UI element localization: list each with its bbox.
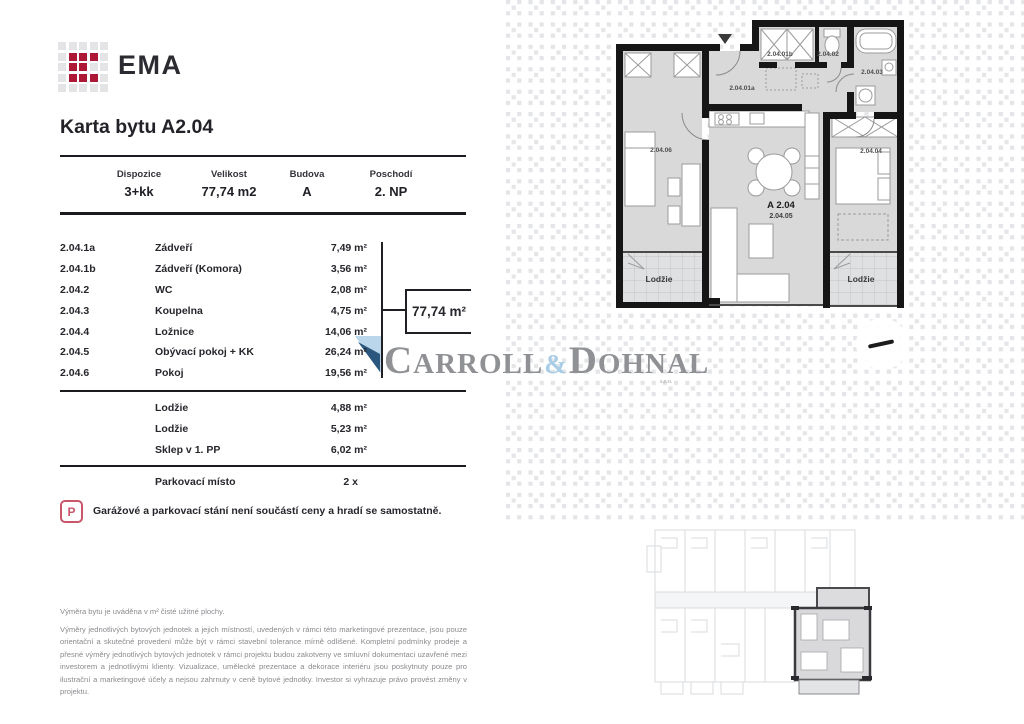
table-row: Sklep v 1. PP 6,02 m² <box>155 443 367 456</box>
disclaimer-paragraph: Výměry jednotlivých bytových jednotek a jejich místností, uvedených v rámci této marketingové prezentace, jsou pouze orientační a skutečné provedení může být v rámci stavební tolerance mírně odlišené. Kompletní podmínky prodeje a přesné výměry jednotlivých bytových jednotek v rámci projektu budou zakotveny ve smluvní dokumentaci uzavřené mezi investorem a jednotlivými klienty. Vizualizace, umělecké prezentace a dekorace interiéru jsou poskytnuty pouze pro ilustrační a marketingové účely a nejsou zahrnuty v ceně bytové jednotky. Investor si vyhrazuje právo provést změny v projektu. <box>60 625 467 697</box>
entrance-arrow-icon <box>718 34 732 44</box>
compass-icon <box>856 318 908 370</box>
divider <box>60 212 466 215</box>
room-label-01a: 2.04.01a <box>729 85 755 92</box>
compass-needle <box>868 339 894 348</box>
unit-label: A 2.04 <box>767 200 795 211</box>
room-label-02: 2.04.02 <box>817 51 839 58</box>
loggia-label-right: Lodžie <box>847 274 875 284</box>
summary-value-budova: A <box>302 184 312 199</box>
table-row: 2.04.1b Zádveří (Komora) 3,56 m² <box>60 263 367 276</box>
watermark-suffix: s.r.o. <box>660 378 673 385</box>
parking-icon: P <box>60 500 83 523</box>
loggia-label-left: Lodžie <box>645 274 673 284</box>
watermark: C ARROLL & D OHNAL <box>384 339 710 382</box>
disclaimer-line: Výměra bytu je uváděna v m² čisté užitné plochy. <box>60 607 225 616</box>
room-label-05: 2.04.05 <box>769 213 793 220</box>
room-label-04: 2.04.04 <box>860 148 882 155</box>
page-title: Karta bytu A2.04 <box>60 116 214 138</box>
summary-header-velikost: Velikost <box>211 169 247 180</box>
table-row: 2.04.4 Ložnice 14,06 m² <box>60 325 367 338</box>
summary-header-poschodi: Poschodí <box>369 169 413 180</box>
room-label-06: 2.04.06 <box>650 147 672 154</box>
table-row: 2.04.3 Koupelna 4,75 m² <box>60 304 367 317</box>
bracket-tick <box>381 309 405 311</box>
divider <box>60 155 466 157</box>
summary-header-dispozice: Dispozice <box>116 169 162 180</box>
brand-name: EMA <box>118 50 183 80</box>
table-row: 2.04.1a Zádveří 7,49 m² <box>60 242 367 255</box>
garage-note: Garážové a parkovací stání není součástí ceny a hradí se samostatně. <box>93 505 442 517</box>
ema-logo <box>58 42 109 93</box>
parking-row <box>155 476 358 488</box>
table-row: 2.04.5 Obývací pokoj + KK 26,24 m² <box>60 346 367 359</box>
parking-label: Parkovací místo <box>155 476 236 488</box>
room-table <box>60 238 367 384</box>
floor-plan <box>598 16 932 320</box>
extras-table <box>155 398 367 460</box>
summary-header-budova: Budova <box>289 169 325 180</box>
divider <box>60 465 466 467</box>
room-label-03: 2.04.03 <box>861 69 883 76</box>
divider <box>60 390 466 392</box>
summary-value-poschodi: 2. NP <box>374 184 408 199</box>
total-area-box: 77,74 m² <box>405 289 471 334</box>
table-row: Lodžie 4,88 m² <box>155 402 367 415</box>
room-label-01b: 2.04.01b <box>767 51 793 58</box>
site-overview-plan <box>645 524 903 712</box>
table-row: 2.04.6 Pokoj 19,56 m² <box>60 367 367 380</box>
table-row: 2.04.2 WC 2,08 m² <box>60 283 367 296</box>
summary-value-velikost: 77,74 m2 <box>201 184 257 199</box>
summary-value-dispozice: 3+kk <box>124 184 154 199</box>
parking-value: 2 x <box>343 476 358 488</box>
table-row: Lodžie 5,23 m² <box>155 423 367 436</box>
watermark-text: C <box>384 339 414 382</box>
watermark-ampersand: & <box>544 349 568 379</box>
